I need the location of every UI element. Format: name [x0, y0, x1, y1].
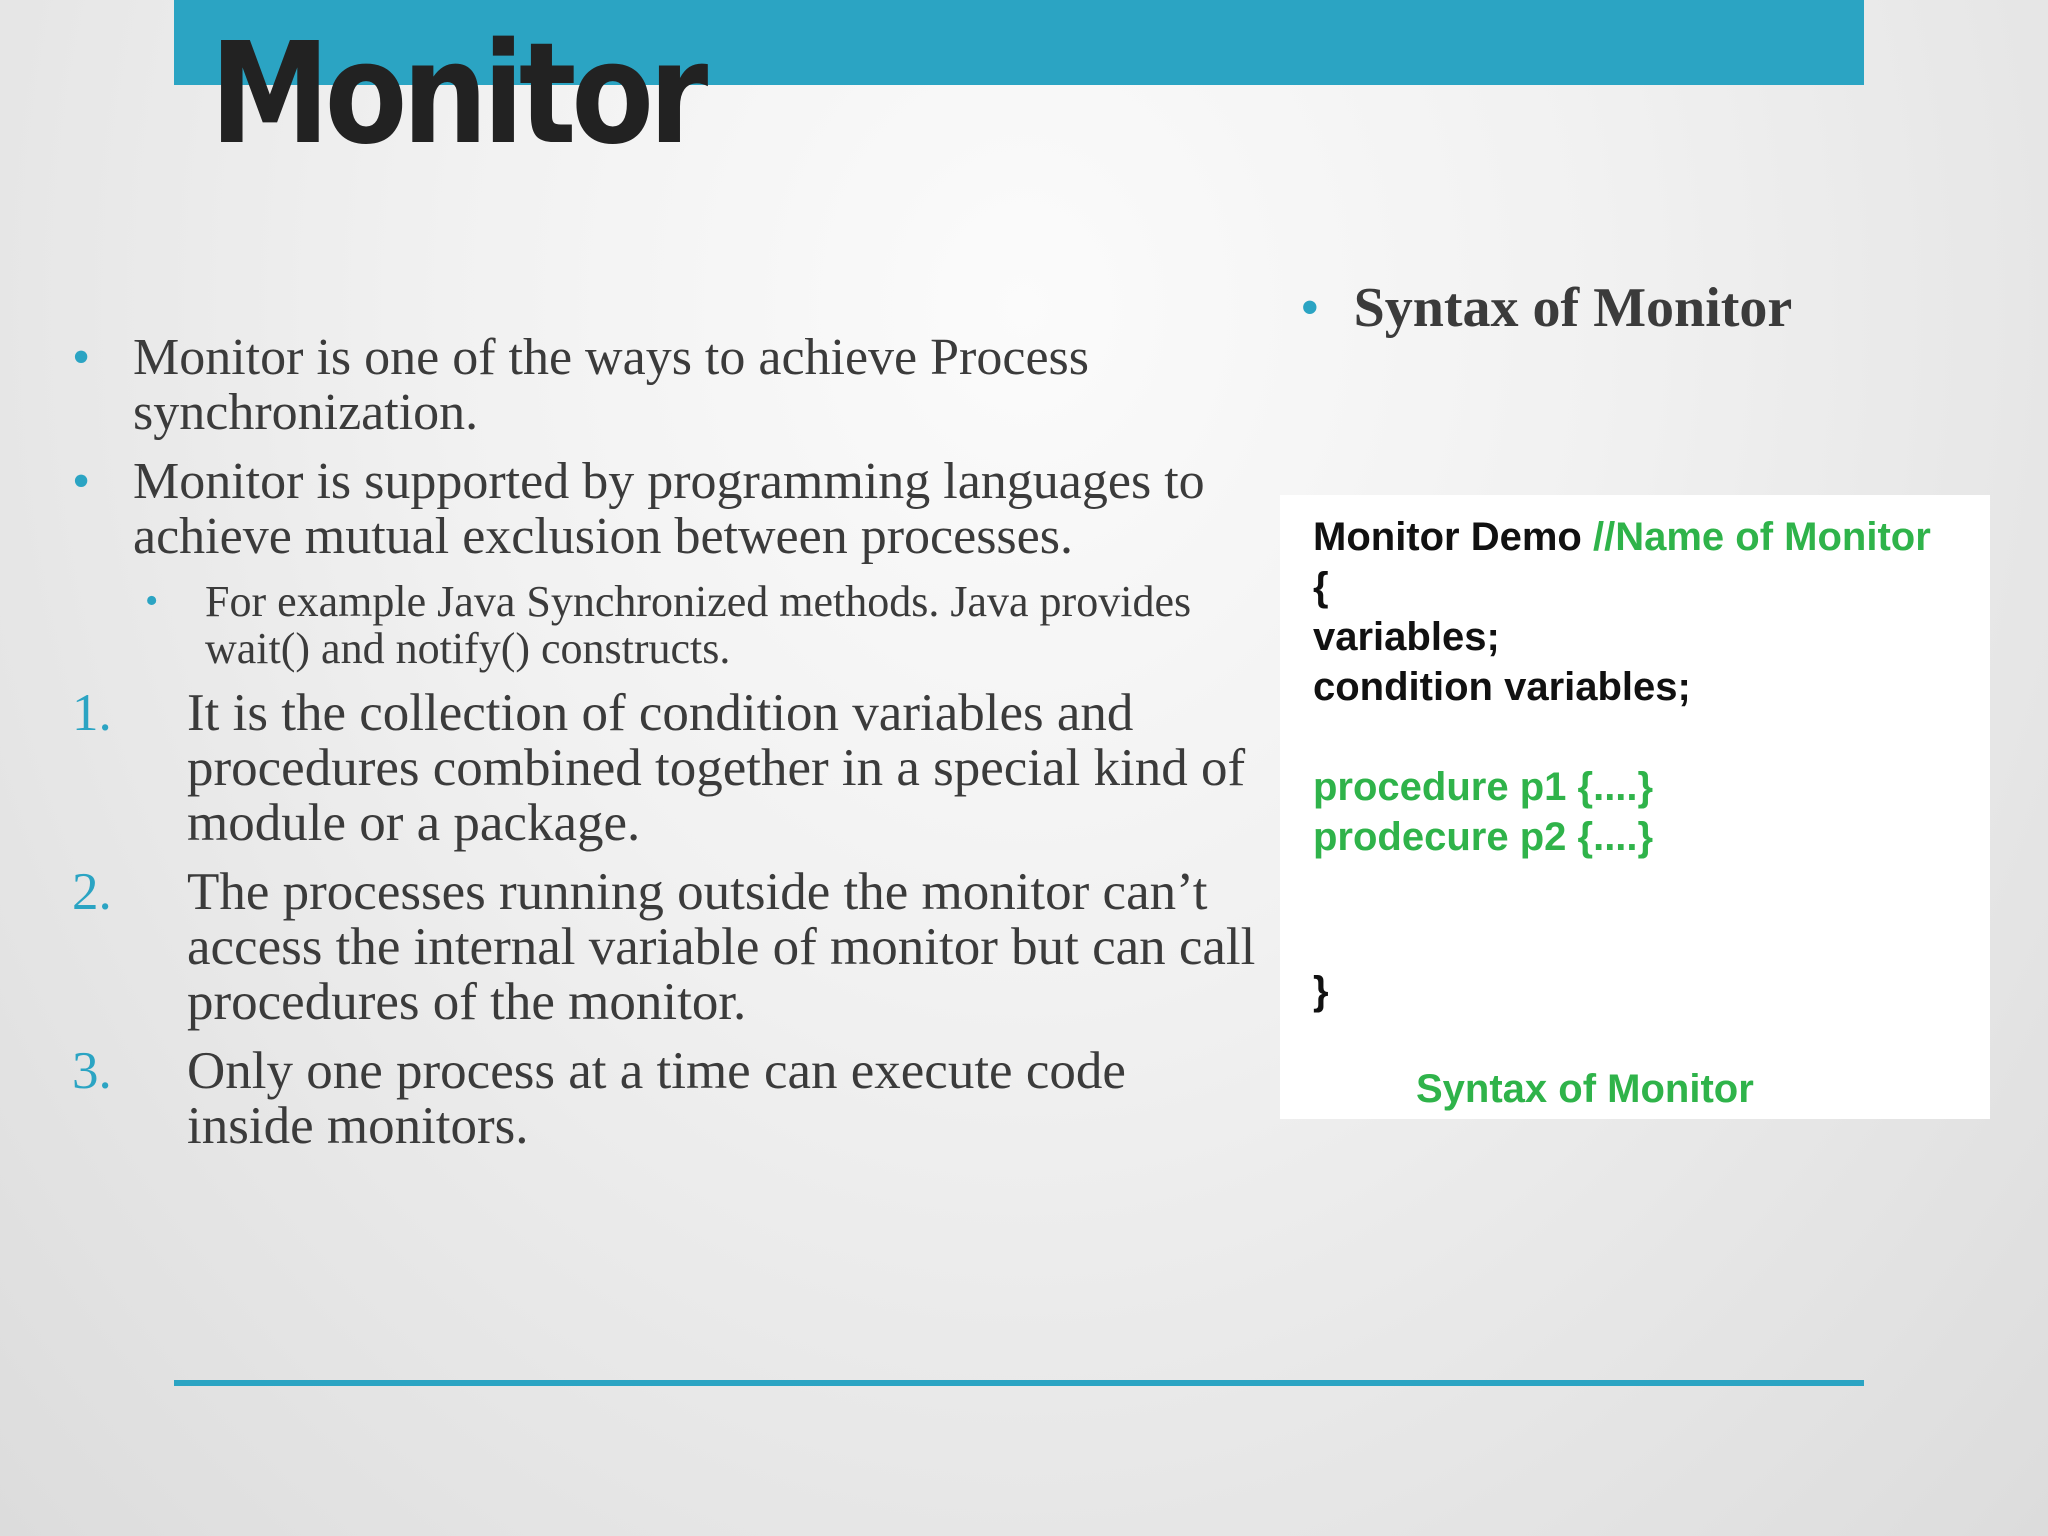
bullet-dot-icon: • [72, 453, 91, 510]
code-procedure-2: prodecure p2 {....} [1313, 815, 1654, 859]
sub-bullet-item [0, 578, 1260, 672]
bullet-text: Monitor is supported by programming languages to achieve mutual exclusion between processes. [133, 453, 1205, 565]
code-comment: //Name of Monitor [1593, 515, 1931, 559]
list-number: 3. [72, 1042, 112, 1100]
list-number: 1. [72, 684, 112, 742]
left-content [0, 330, 1260, 1168]
bullet-item [0, 454, 1260, 564]
bullet-dot-icon: • [1300, 277, 1320, 339]
numbered-text: Only one process at a time can execute code inside monitors. [187, 1042, 1126, 1155]
numbered-item [0, 1044, 1260, 1154]
numbered-item [0, 686, 1260, 851]
bullet-item [0, 330, 1260, 440]
syntax-heading-text: Syntax of Monitor [1353, 277, 1793, 339]
monitor-syntax-figure [1280, 495, 1990, 1119]
bullet-text: Monitor is one of the ways to achieve Process synchronization. [133, 329, 1090, 441]
code-monitor-name: Monitor Demo [1313, 515, 1582, 559]
code-open-brace: { [1313, 565, 1329, 609]
numbered-item [0, 865, 1260, 1030]
numbered-text: It is the collection of condition variables and procedures combined together in a special kind of module or a package. [187, 684, 1246, 852]
syntax-heading [1300, 278, 1792, 338]
bullet-dot-icon: • [72, 329, 91, 386]
figure-caption: Syntax of Monitor [1416, 1067, 1754, 1111]
sub-bullet-text: For example Java Synchronized methods. Java provides wait() and notify() constructs. [205, 577, 1192, 673]
list-number: 2. [72, 863, 112, 921]
footer-rule [174, 1380, 1864, 1386]
code-close-brace: } [1313, 969, 1329, 1013]
bullet-dot-icon: • [145, 580, 159, 622]
slide-title: Monitor [210, 13, 704, 176]
code-procedure-1: procedure p1 {....} [1313, 765, 1654, 809]
code-line-declaration [1313, 515, 1931, 560]
code-condition-variables: condition variables; [1313, 665, 1691, 709]
numbered-text: The processes running outside the monitor can’t access the internal variable of monitor but can call procedures of the monitor. [187, 863, 1256, 1031]
code-variables: variables; [1313, 615, 1500, 659]
